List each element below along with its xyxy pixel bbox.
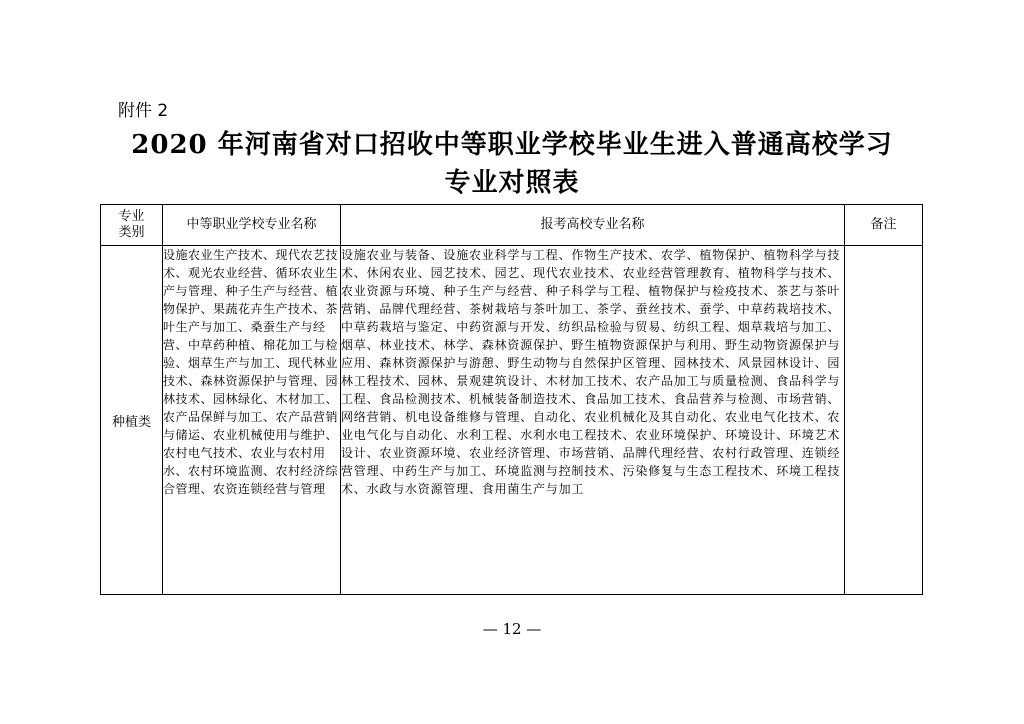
page-number: — 12 — (482, 620, 542, 638)
row-secondary-majors: 设施农业生产技术、现代农艺技术、观光农业经营、循环农业生产与管理、种子生产与经营、植物保护、果蔬花卉生产技术、茶叶生产与加工、桑蚕生产与经营、中草药种植、棉花加工与检验、烟草生产与加工、现代林业技术、森林资源保护与管理、园林技术、园林绿化、木材加工、农产品保鲜与加工、农产品营销与储运、农业机械使用与维护、农村电气技术、农业与农村用水、农村环境监测、农村经济综合管理、农资连锁经营与管理 (163, 246, 341, 595)
header-category: 专业 类别 (101, 205, 163, 246)
row-category: 种植类 (101, 246, 163, 595)
table-header-row (101, 205, 923, 246)
row-remark (845, 246, 923, 595)
document-title: 2020 年河南省对口招收中等职业学校毕业生进入普通高校学习 (131, 130, 893, 160)
table-row (101, 246, 923, 595)
header-secondary-major: 中等职业学校专业名称 (163, 205, 341, 246)
row-higher-majors: 设施农业与装备、设施农业科学与工程、作物生产技术、农学、植物保护、植物科学与技术、休闲农业、园艺技术、园艺、现代农业技术、农业经营管理教育、植物科学与技术、农业资源与环境、种子生产与经营、种子科学与工程、植物保护与检疫技术、茶艺与茶叶营销、品牌代理经营、茶树栽培与茶叶加工、茶学、蚕丝技术、蚕学、中草药栽培技术、中草药栽培与鉴定、中药资源与开发、纺织品检验与贸易、纺织工程、烟草栽培与加工、烟草、林业技术、林学、森林资源保护、野生植物资源保护与利用、野生动物资源保护与应用、森林资源保护与游憩、野生动物与自然保护区管理、园林技术、风景园林设计、园林工程技术、园林、景观建筑设计、木材加工技术、农产品加工与质量检测、食品科学与工程、食品检测技术、机械装备制造技术、食品加工技术、食品营养与检测、市场营销、网络营销、机电设备维修与管理、自动化、农业机械化及其自动化、农业电气化技术、农业电气化与自动化、水利工程、水利水电工程技术、农业环境保护、环境设计、环境艺术设计、农业资源环境、农业经济管理、市场营销、品牌代理经营、农村行政管理、连锁经营管理、中药生产与加工、环境监测与控制技术、污染修复与生态工程技术、环境工程技术、水政与水资源管理、食用菌生产与加工 (341, 246, 845, 595)
attachment-label: 附件 2 (118, 101, 169, 121)
document-subtitle: 专业对照表 (444, 168, 580, 198)
major-comparison-table (100, 204, 923, 595)
header-remark: 备注 (845, 205, 923, 246)
header-higher-major: 报考高校专业名称 (341, 205, 845, 246)
